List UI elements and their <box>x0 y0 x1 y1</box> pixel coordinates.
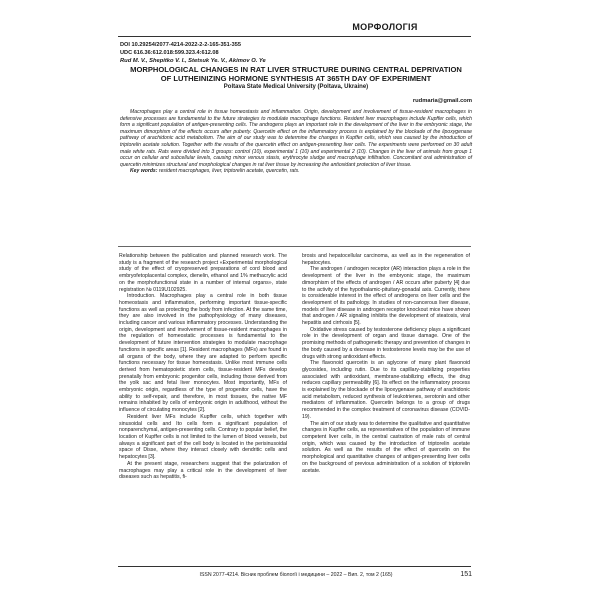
keywords <box>120 168 472 175</box>
header-rule <box>118 36 471 37</box>
body-paragraph: At the present stage, researchers suggest that the polarization of macrophages may play a critical role in the development of liver diseases such as hepatitis, fi- <box>119 460 287 481</box>
section-label: МОРФОЛОГІЯ <box>352 22 418 32</box>
body-paragraph: Resident liver MFs include Kupffer cells, which together with sinusoidal cells and Ito cells form a significant population of nonparenchymal, antigen-presenting cells. Contrary to popular belief, the location of Kupffer cells is not limited to the lumen of blood vessels, but always a significant part of the cell body is located in the perisinusoidal space of Disse, where they interact closely with dendritic cells and hepatocytes [3]. <box>119 413 287 461</box>
body-paragraph: The flavonoid quercetin is an aglycone of many plant flavonoid glycosides, including rutin. Due to its capillary-stabilizing properties associated with antioxidant, membrane-stabilizing effects, the drug reduces capillary permeability [6]. Its effect on the inflammatory process is explained by the blockade of the lipoxygenase pathway of arachidonic acid metabolism, reduced synthesis of leukotrienes, serotonin and other mediators of inflammation. Quercetin belongs to a group of drugs recommended in the complex treatment of coronavirus disease (COVID-19). <box>302 360 470 420</box>
body-paragraph: The androgen / androgen receptor (AR) interaction plays a role in the development of the liver in the embryonic stage, the maximum dimorphism of the effects of androgen / AR occurs after puberty [4] due to the activity of the hypothalamic-pituitary-gonadal axis. Currently, there is considerable interest in the effect of androgens on liver cells and the development of its pathology. In studies of non-cancerous liver disease, models of liver disease in androgen receptor knockout mice have shown that androgen / AR signaling inhibits the development of steatosis, viral hepatitis and cirrhosis [5]. <box>302 266 470 327</box>
paper-title: MORPHOLOGICAL CHANGES IN RAT LIVER STRUCTURE DURING CENTRAL DEPRIVATION OF LUTHEINIZING HORMONE SYNTHESIS AT 365TH DAY OF EXPERIMENT <box>130 65 462 83</box>
body-paragraph: Oxidative stress caused by testosterone deficiency plays a significant role in the development of organ and tissue damage. One of the promising methods of pathogenetic therapy and prevention of changes in the body caused by a decrease in testosterone levels may be the use of drugs with strong antioxidant effects. <box>302 326 470 360</box>
body-paragraph: Introduction. Macrophages play a central role in both tissue homeostasis and inflammation, performing important tissue-specific functions as well as protecting the body from infection. At the same time, they are also involved in the pathophysiology of many diseases, including cancer and various inflammatory processes. Understanding the origin, development and involvement of tissue-resident macrophages in the regulation of homeostatic processes is fundamental to the development of future intervention strategies to modulate macrophage functions in specific areas [1]. Resident macrophages (MFs) are found in all organs of the body, where they are adapted to perform specific functions necessary for tissue homeostasis. Unlike most immune cells derived from hematopoietic stem cells, tissue-resident MFs develop prenatally from embryonic progenitor cells, including those derived from the yolk sac and fetal liver monocytes. Most importantly, MFs of embryonic origin, regardless of the type of progenitor cells, have the ability to self-repair, and therefore, in most tissues, the native MF remains inhabited by cells of embryonic origin in adulthood, without the influence of circulating monocytes [2]. <box>119 293 287 414</box>
affiliation: Poltava State Medical University (Poltava, Ukraine) <box>223 84 369 90</box>
keywords-label: Key words: <box>130 168 158 175</box>
body-paragraph: brosis and hepatocellular carcinoma, as well as in the regeneration of hepatocytes. <box>302 253 470 266</box>
journal-footer: ISSN 2077-4214. Вісник проблем біології і медицини – 2022 – Вип. 2, том 2 (165) <box>199 572 393 578</box>
body-paragraph: The aim of our study was to determine the qualitative and quantitative changes in Kupffer cells, as representatives of the population of immune competent liver cells, in the central castration of male rats of central origin, which was caused by the introduction of triptorelin acetate solution. As well as the results of the effect of quercetin on the morphological and quantitative changes of antigen-presenting liver cells on the background of previous administration of a solution of triptorelin acetate. <box>302 420 470 474</box>
page-number: 151 <box>460 571 472 578</box>
body-column-left <box>119 253 287 563</box>
authors: Rud M. V., Shepitko V. I., Stetsuk Ye. V., Akimov O. Ye <box>120 58 266 64</box>
front-matter <box>120 41 472 175</box>
doi: DOI 10.29254/2077-4214-2022-2-2-165-351-355 <box>120 42 241 48</box>
udc: UDC 616.36:612.018:599.323.4:612.08 <box>120 50 219 56</box>
abstract-rule <box>118 246 471 247</box>
footer-rule <box>118 566 471 567</box>
body-column-right <box>302 253 470 563</box>
abstract: Macrophages play a central role in tissue homeostasis and inflammation. Origin, development and involvement of tissue-resident macrophages in defensive processes are fundamental to the future strategies to modulate macrophage functions. Resident liver macrophages include Kupffer cells, which form a significant population of antigen-presenting cells. The androgens plays an important role in the development of the liver in the embryonic stage, the maximum dimorphism of the effects occurs after puberty. Quercetin effect on the inflammatory process is explained by the blockade of the lipoxygenase pathway of arachidonic acid metabolism. The aim of our study was to determine the changes in Kupffer cells, which was caused by the introduction of triptorelin acetate solution. Together with the results of the quercetin effect on antigen-presenting liver cells. The experiments were performed on 30 adult male white rats. Rats were divided into 3 groups: control (10), experimental 1 (10) and experimental 2 (10). Changes in the liver of animals from group 1 occur on cellular and subcellular levels, causing minor venous stasis, erythrocyte sludge and macrophage infiltration. Concomitant oral administration of quercetin minimizes structural and morphological changes in rat liver tissue by increasing the antioxidant protection of liver tissue. <box>120 109 472 168</box>
body-paragraph: Relationship between the publication and planned research work. The study is a fragment of the research project «Experimental morphological study of the effect of cryopreserved preparations of cord blood and embryofetoplacental complex, dienelin, ethanol and 1% methacrylic acid on the morphofunctional state in a number of internal organs», state registration № 0119U102925. <box>119 253 287 293</box>
email-link[interactable]: rudmaria@gmail.com <box>412 98 472 104</box>
keywords-text: resident macrophages, liver, triptorelin acetate, quercetin, rats. <box>158 168 300 175</box>
